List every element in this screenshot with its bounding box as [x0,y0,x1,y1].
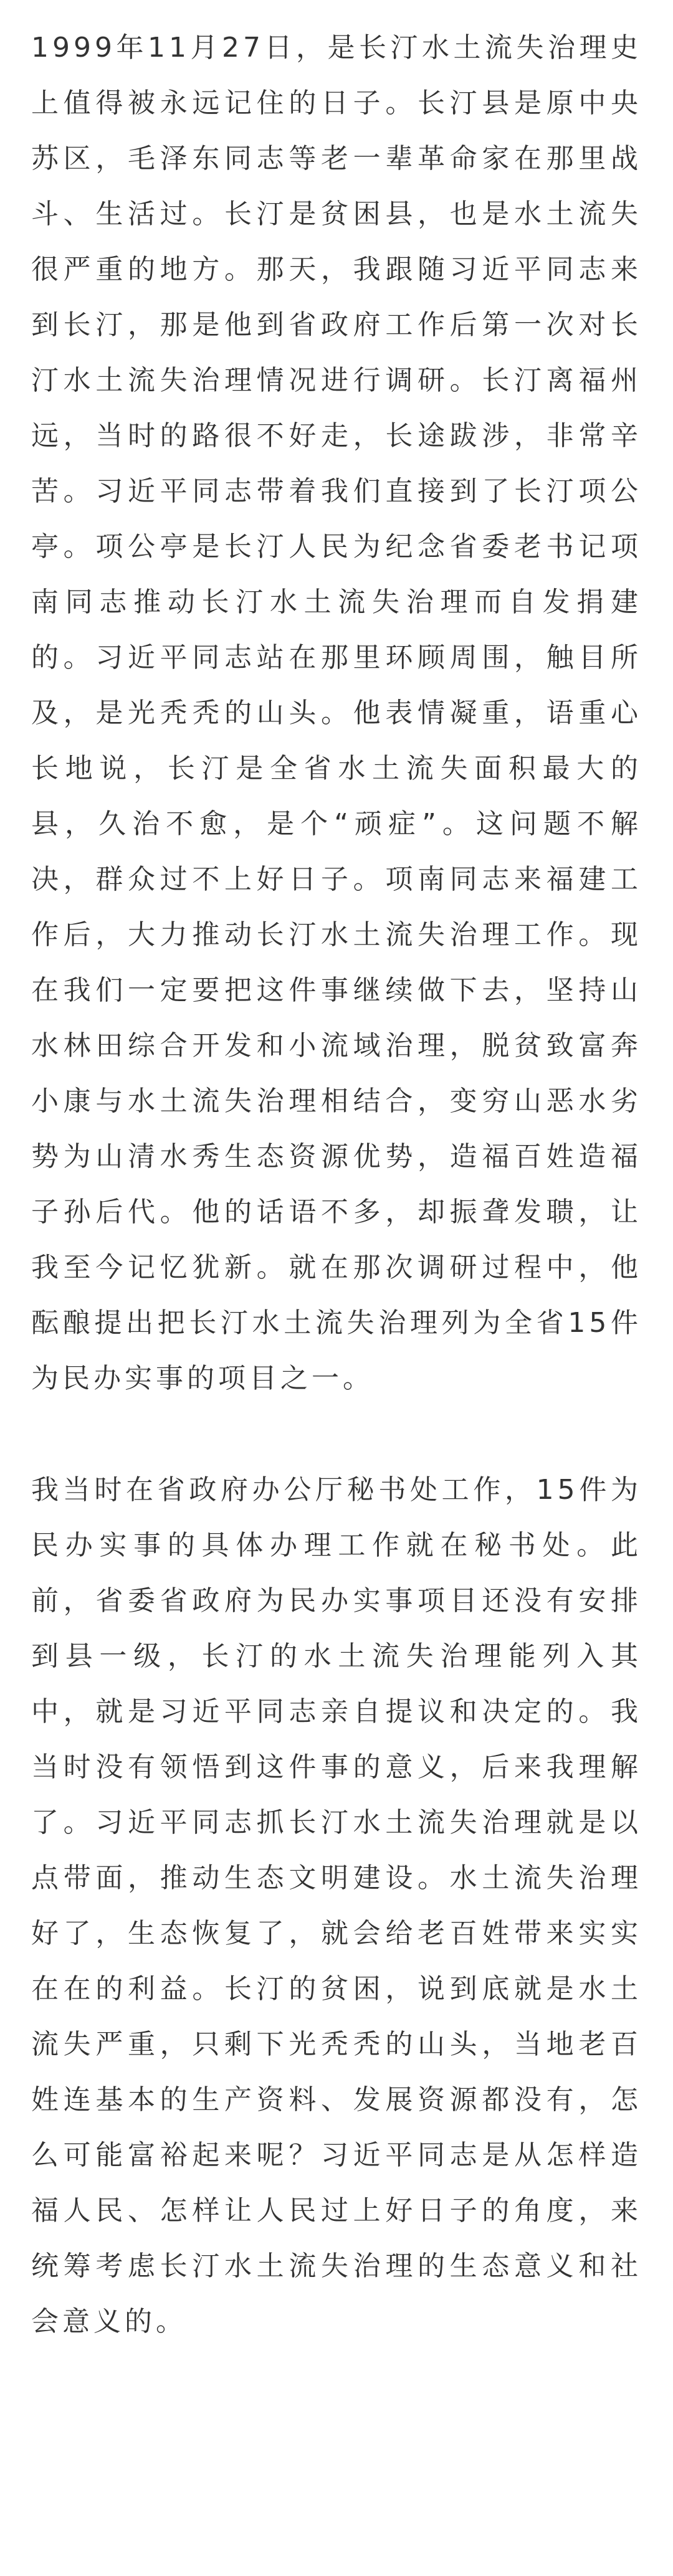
article-paragraph-1: 1999年11月27日，是长汀水土流失治理史上值得被永远记住的日子。长汀县是原中央苏区，毛泽东同志等老一辈革命家在那里战斗、生活过。长汀是贫困县，也是水土流失很严重的地方。那天，我跟随习近平同志来到长汀，那是他到省政府工作后第一次对长汀水土流失治理情况进行调研。长汀离福州远，当时的路很不好走，长途跋涉，非常辛苦。习近平同志带着我们直接到了长汀项公亭。项公亭是长汀人民为纪念省委老书记项南同志推动长汀水土流失治理而自发捐建的。习近平同志站在那里环顾周围，触目所及，是光秃秃的山头。他表情凝重，语重心长地说，长汀是全省水土流失面积最大的县，久治不愈，是个“顽症”。这问题不解决，群众过不上好日子。项南同志来福建工作后，大力推动长汀水土流失治理工作。现在我们一定要把这件事继续做下去，坚持山水林田综合开发和小流域治理，脱贫致富奔小康与水土流失治理相结合，变穷山恶水劣势为山清水秀生态资源优势，造福百姓造福子孙后代。他的话语不多，却振聋发聩，让我至今记忆犹新。就在那次调研过程中，他酝酿提出把长汀水土流失治理列为全省15件为民办实事的项目之一。 [31,32,642,1394]
article-paragraph-2: 我当时在省政府办公厅秘书处工作，15件为民办实事的具体办理工作就在秘书处。此前，省委省政府为民办实事项目还没有安排到县一级，长汀的水土流失治理能列入其中，就是习近平同志亲自提议和决定的。我当时没有领悟到这件事的意义，后来我理解了。习近平同志抓长汀水土流失治理就是以点带面，推动生态文明建设。水土流失治理好了，生态恢复了，就会给老百姓带来实实在在的利益。长汀的贫困，说到底就是水土流失严重，只剩下光秃秃的山头，当地老百姓连基本的生产资料、发展资源都没有，怎么可能富裕起来呢？习近平同志是从怎样造福人民、怎样让人民过上好日子的角度，来统筹考虑长汀水土流失治理的生态意义和社会意义的。 [31,1474,642,2337]
article-body [31,20,642,2349]
